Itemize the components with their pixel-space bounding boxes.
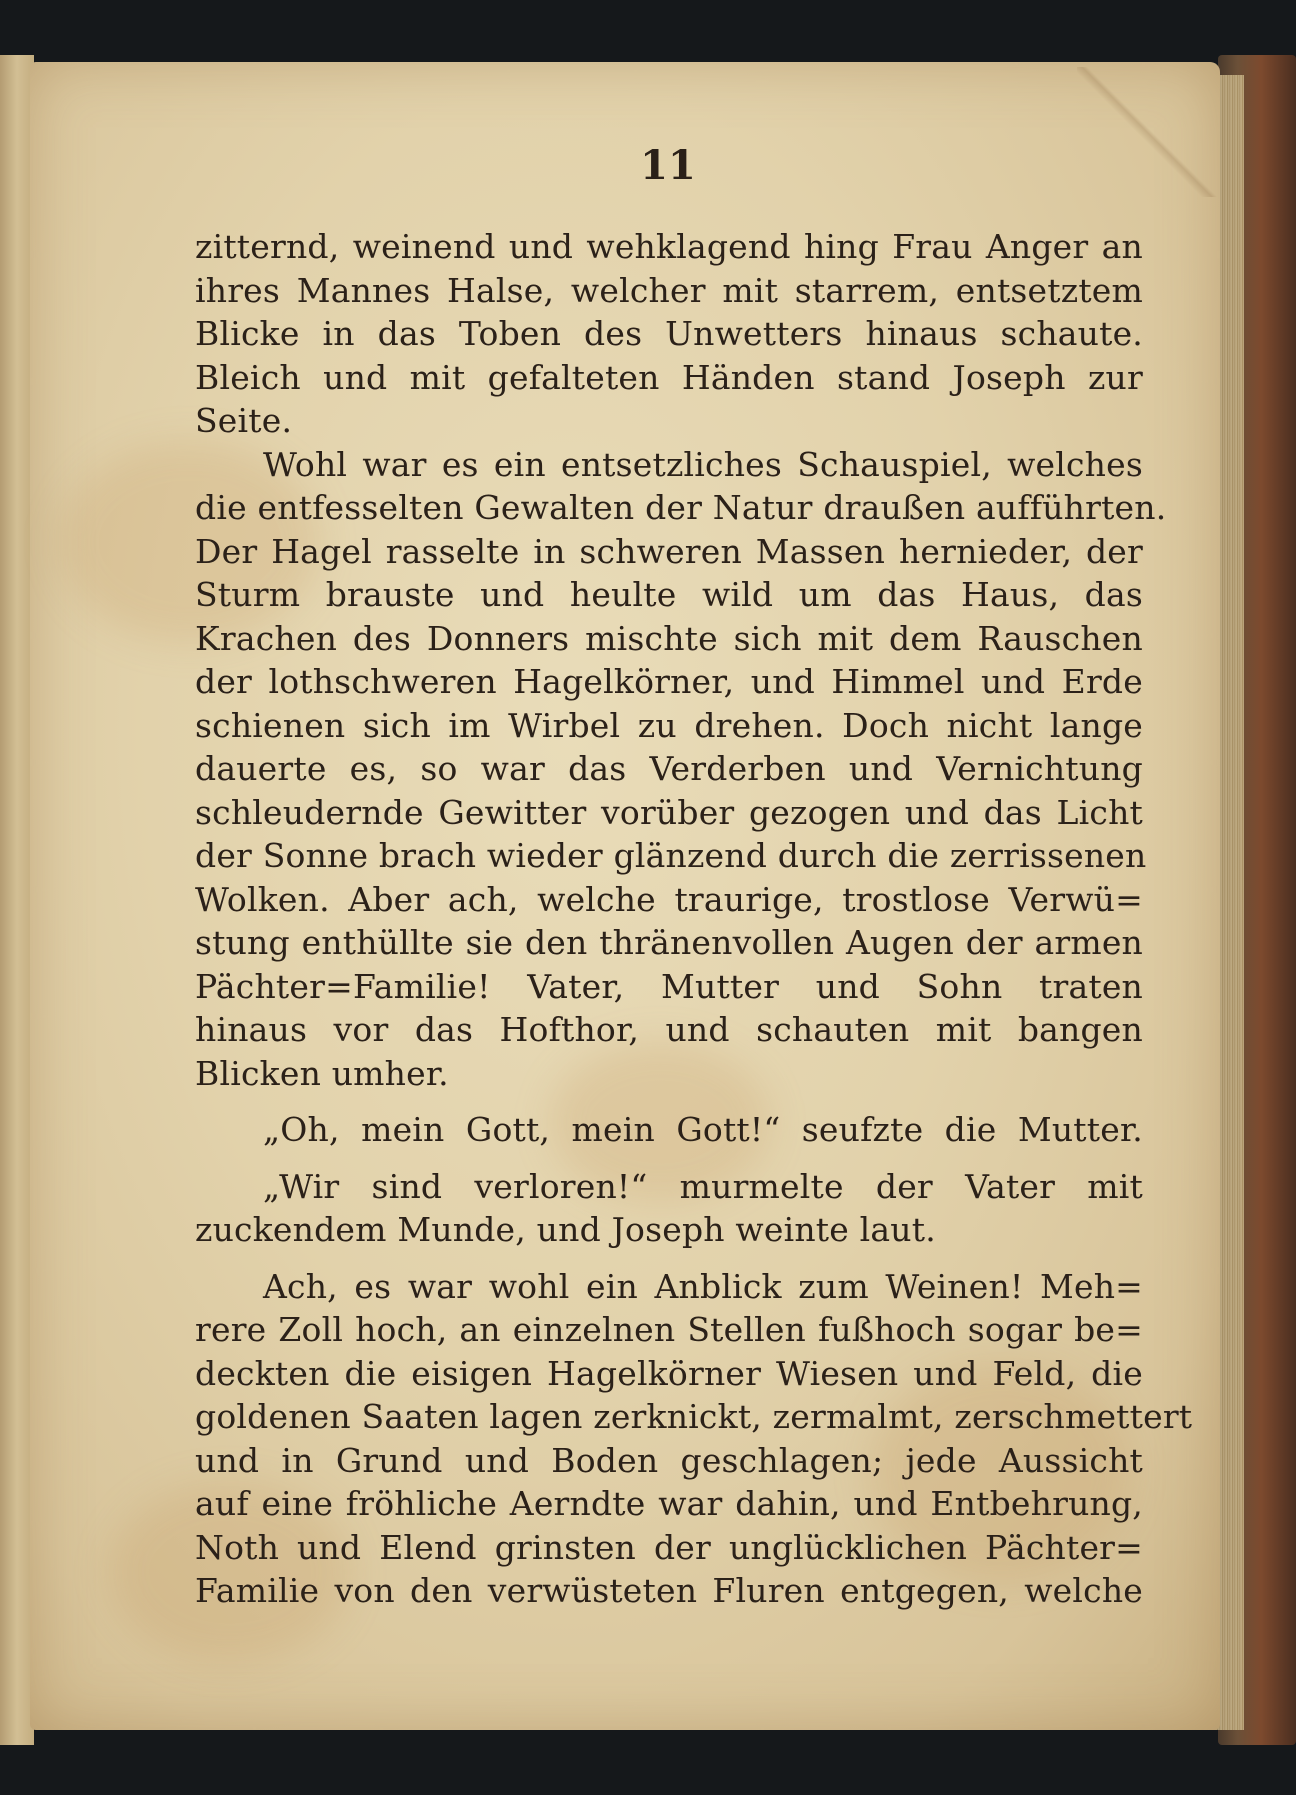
text-line: Pächter=Familie! Vater, Mutter und Sohn traten bbox=[195, 966, 1143, 1006]
text-line: stung enthüllte sie den thränenvollen Augen der armen bbox=[195, 923, 1143, 962]
text-line: goldenen Saaten lagen zerknickt, zermalmt, zerschmettert bbox=[195, 1397, 1193, 1436]
text-line: „Oh, mein Gott, mein Gott!“ seufzte die Mutter. bbox=[263, 1110, 1143, 1149]
text-line: Krachen des Donners mischte sich mit dem Rauschen bbox=[195, 618, 1143, 658]
text-line: Noth und Elend grinsten der unglücklichen Pächter= bbox=[195, 1527, 1143, 1567]
text-line: der Sonne brach wieder glänzend durch die zerrissenen bbox=[195, 836, 1147, 875]
text-line: der lothschweren Hagelkörner, und Himmel und Erde bbox=[195, 662, 1143, 701]
text-line: ihres Mannes Halse, welcher mit starrem, entsetztem bbox=[195, 270, 1143, 310]
text-line: Blicke in das Toben des Unwetters hinaus schaute. bbox=[195, 314, 1143, 353]
previous-page-edge bbox=[0, 55, 34, 1745]
text-line: „Wir sind verloren!“ murmelte der Vater mit bbox=[263, 1166, 1143, 1206]
body-text bbox=[195, 225, 1193, 1613]
text-line: Bleich und mit gefalteten Händen stand Joseph zur bbox=[195, 357, 1143, 397]
text-line: schienen sich im Wirbel zu drehen. Doch nicht lange bbox=[195, 705, 1143, 745]
text-line: deckten die eisigen Hagelkörner Wiesen und Feld, die bbox=[195, 1353, 1143, 1393]
text-line: Familie von den verwüsteten Fluren entgegen, welche bbox=[195, 1571, 1143, 1610]
text-line: Sturm brauste und heulte wild um das Haus, das bbox=[195, 575, 1143, 614]
text-line: dauerte es, so war das Verderben und Vernichtung bbox=[195, 749, 1143, 788]
text-line: Blicken umher. bbox=[195, 1053, 449, 1093]
text-line: rere Zoll hoch, an einzelnen Stellen fußhoch sogar be= bbox=[195, 1310, 1143, 1349]
text-line: und in Grund und Boden geschlagen; jede Aussicht bbox=[195, 1440, 1143, 1480]
text-line: Wohl war es ein entsetzliches Schauspiel, welches bbox=[263, 444, 1143, 484]
text-line: auf eine fröhliche Aerndte war dahin, und Entbehrung, bbox=[195, 1484, 1143, 1523]
page-number: 11 bbox=[640, 142, 696, 189]
text-line: zitternd, weinend und wehklagend hing Frau Anger an bbox=[195, 227, 1143, 266]
text-line: schleudernde Gewitter vorüber gezogen und das Licht bbox=[195, 792, 1143, 832]
text-line: zuckendem Munde, und Joseph weinte laut. bbox=[195, 1210, 936, 1249]
text-line: die entfesselten Gewalten der Natur draußen aufführten. bbox=[195, 488, 1167, 527]
text-line: Wolken. Aber ach, welche traurige, trostlose Verwü= bbox=[195, 879, 1143, 919]
text-line: Seite. bbox=[195, 401, 293, 440]
text-line: hinaus vor das Hofthor, und schauten mit bangen bbox=[195, 1010, 1143, 1049]
text-line: Der Hagel rasselte in schweren Massen hernieder, der bbox=[195, 531, 1143, 571]
text-line: Ach, es war wohl ein Anblick zum Weinen! Meh= bbox=[263, 1266, 1143, 1306]
